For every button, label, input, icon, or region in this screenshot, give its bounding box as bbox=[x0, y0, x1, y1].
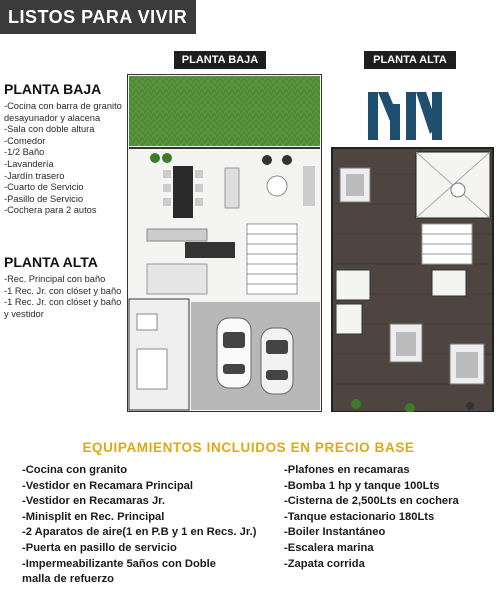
list-item: -1 Rec. Jr. con clóset y baño y vestidor bbox=[4, 297, 122, 319]
top-banner bbox=[0, 0, 196, 34]
list-item: -Minisplit en Rec. Principal bbox=[22, 510, 165, 523]
list-item: -Cocina con granito bbox=[22, 464, 128, 476]
list-item: -Rec. Principal con baño bbox=[4, 274, 106, 284]
list-item: -Pasillo de Servicio bbox=[4, 193, 84, 204]
list-item: -Boiler Instantáneo bbox=[284, 526, 386, 539]
equipamiento-right-column bbox=[284, 463, 494, 572]
list-item: -Puerta en pasillo de servicio bbox=[22, 541, 177, 554]
floor-plan-upper bbox=[330, 74, 495, 412]
tag-planta-baja: PLANTA BAJA bbox=[174, 51, 266, 69]
list-item: -Zapata corrida bbox=[284, 557, 365, 570]
planta-baja-list bbox=[4, 101, 126, 217]
list-item: -Impermeabilizante 5años con Doble malla de refuerzo bbox=[22, 557, 216, 586]
list-item: -Cisterna de 2,500Lts en cochera bbox=[284, 495, 459, 508]
list-item: -Comedor bbox=[4, 135, 46, 146]
list-item: -2 Aparatos de aire(1 en P.B y 1 en Recs. Jr.) bbox=[22, 526, 257, 539]
equipamiento-title: EQUIPAMIENTOS INCLUIDOS EN PRECIO BASE bbox=[82, 440, 415, 455]
floor-plan-upper-drawing bbox=[330, 74, 495, 412]
planta-baja-section bbox=[4, 82, 126, 217]
list-item: -Lavandería bbox=[4, 158, 54, 169]
list-item: -Jardín trasero bbox=[4, 170, 65, 181]
list-item: -Cochera para 2 autos bbox=[4, 205, 97, 216]
list-item: -Tanque estacionario 180Lts bbox=[284, 510, 435, 523]
logo-mn-icon bbox=[368, 92, 442, 140]
list-item: -Escalera marina bbox=[284, 541, 374, 554]
planta-alta-list bbox=[4, 274, 126, 320]
list-item: -Vestidor en Recamaras Jr. bbox=[22, 495, 166, 508]
list-item: -Cocina con barra de granito desayunador y alacena bbox=[4, 101, 122, 123]
banner-title: LISTOS PARA VIVIR bbox=[8, 7, 188, 27]
list-item: -Vestidor en Recamara Principal bbox=[22, 479, 193, 492]
list-item: -Sala con doble altura bbox=[4, 124, 95, 135]
list-item: -Plafones en recamaras bbox=[284, 464, 410, 476]
tag-planta-alta: PLANTA ALTA bbox=[364, 51, 456, 69]
planta-alta-section bbox=[4, 255, 126, 320]
floor-plan-ground-drawing bbox=[127, 74, 322, 412]
list-item: -Bomba 1 hp y tanque 100Lts bbox=[284, 479, 440, 492]
floor-plan-ground bbox=[127, 74, 322, 412]
equipamiento-left-column bbox=[22, 463, 282, 588]
planta-alta-title: PLANTA ALTA bbox=[4, 254, 98, 270]
list-item: -1 Rec. Jr. con clóset y baño bbox=[4, 285, 122, 296]
list-item: -Cuarto de Servicio bbox=[4, 182, 84, 193]
planta-baja-title: PLANTA BAJA bbox=[4, 81, 102, 97]
list-item: -1/2 Baño bbox=[4, 147, 45, 158]
